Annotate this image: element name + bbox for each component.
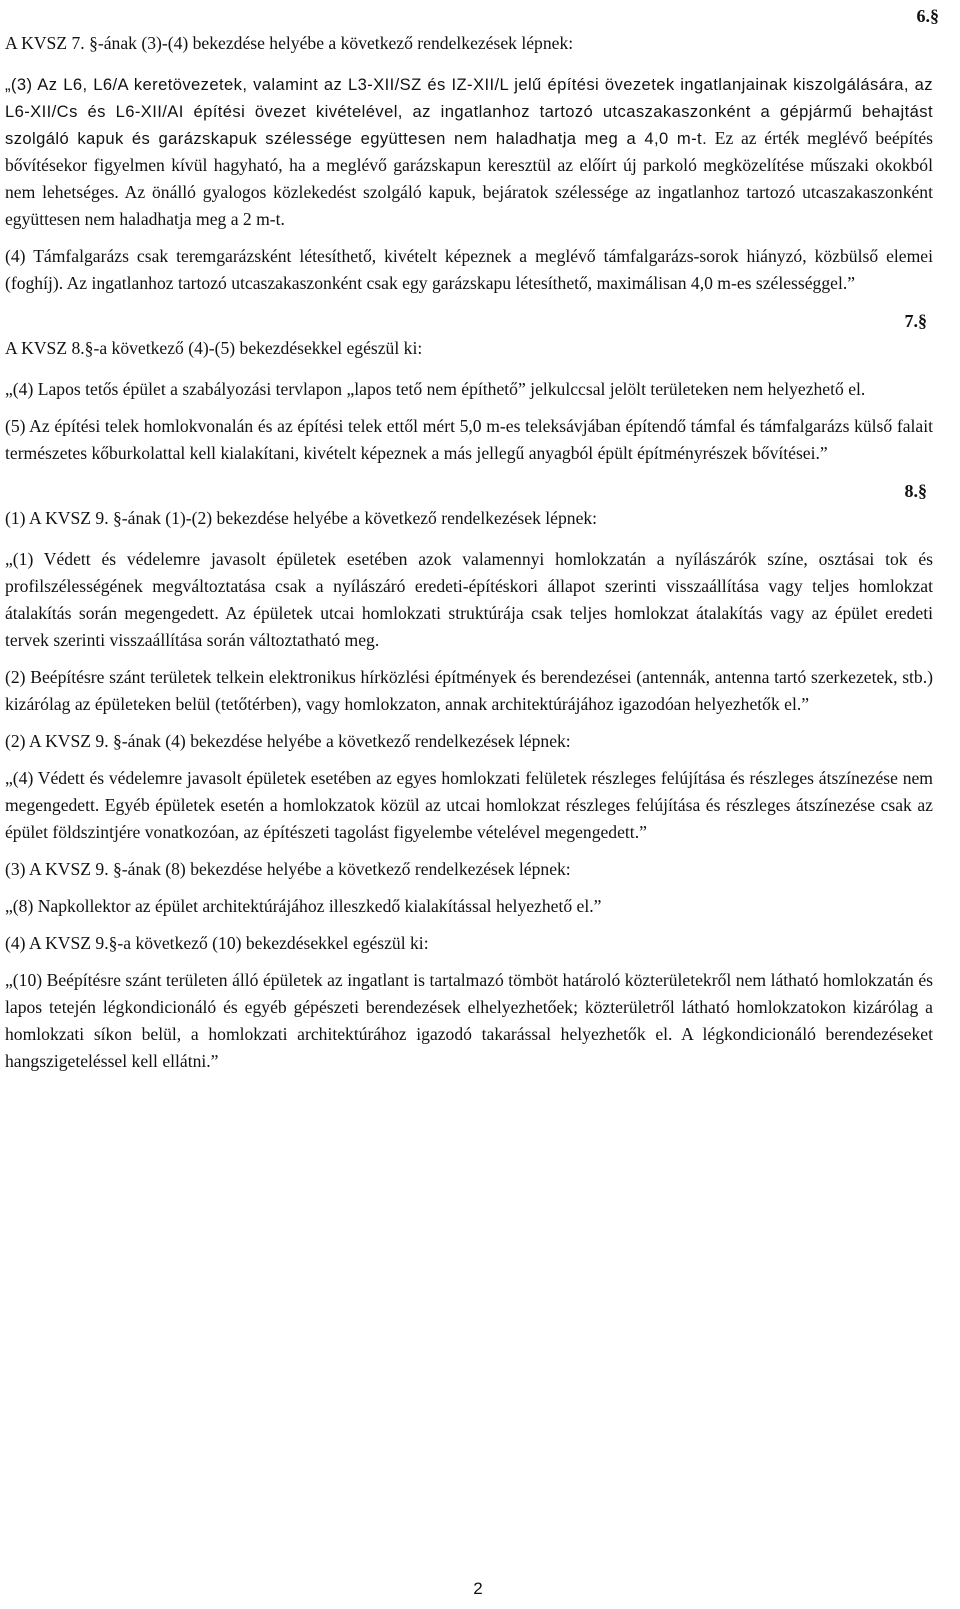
page-number-text: 2 (473, 1579, 483, 1598)
paragraph-9-8: „(8) Napkollektor az épület architektúrájához illeszkedő kialakítással helyezhető el.” (5, 896, 602, 916)
paragraph-9-10: „(10) Beépítésre szánt területen álló épületek az ingatlant is tartalmazó tömböt határoló közterületekről nem látható homlokzatán és lapos tetején légkondicionáló és egyéb gépészeti berendezések elhelyezhetőek; közterületről látható homlokzatokon kizárólag a homlokzati síkon belül, a homlokzati architektúrához igazodó takarással helyezhetők el. A légkondicionáló berendezéseket hangszigeteléssel kell ellátni.” (5, 970, 933, 1071)
section-7-intro: A KVSZ 8.§-a következő (4)-(5) bekezdésekkel egészül ki: (5, 338, 423, 358)
paragraph-7-3-serif-part: Ez az érték meglévő beépítés bővítésekor figyelmen kívül hagyható, ha a meglévő garázskapun keresztül az előírt új parkoló megközelítése műszaki okokból nem lehetséges. Az önálló gyalogos közlekedést szolgáló kapuk, bejáratok szélessége az ingatlanhoz tartozó utcaszakaszonként együttesen nem haladhatja meg a 2 m-t. (5, 128, 933, 229)
paragraph-8-5: (5) Az építési telek homlokvonalán és az építési telek ettől mért 5,0 m-es teleksávjában építendő támfal és támfalgarázs külső falait természetes kőburkolattal kell kialakítani, kivételt képeznek a más jellegű anyagból épült építményrészek bővítései.” (5, 416, 933, 463)
section-8-2-intro: (2) A KVSZ 9. §-ának (4) bekezdése helyébe a következő rendelkezések lépnek: (5, 731, 571, 751)
section-heading-8: 8.§ (904, 481, 927, 501)
paragraph-7-3 (5, 71, 933, 233)
section-heading-6: 6.§ (916, 6, 939, 26)
section-8-4-intro: (4) A KVSZ 9.§-a következő (10) bekezdésekkel egészül ki: (5, 933, 429, 953)
paragraph-9-2: (2) Beépítésre szánt területek telkein elektronikus hírközlési építmények és berendezései (antennák, antenna tartó szerkezetek, stb.) kizárólag az épületeken belül (tetőtérben), vagy homlokzaton, annak architektúrájához igazodóan helyezhetők el.” (5, 667, 933, 714)
paragraph-7-3-sans-part: „(3) Az L6, L6/A keretövezetek, valamint az L3-XII/SZ és IZ-XII/L jelű építési övezetek ingatlanjainak kiszolgálására, az L6-XII/Cs és L6-XII/AI építési övezet kivételével, az ingatlanhoz tartozó utcaszakaszonként a gépjármű behajtást szolgáló kapuk és garázskapuk szélessége együttesen nem haladhatja meg a 4,0 m-t. (5, 75, 933, 148)
paragraph-7-4: (4) Támfalgarázs csak teremgarázsként létesíthető, kivételt képeznek a meglévő támfalgarázs-sorok hiányzó, közbülső elemei (foghíj). Az ingatlanhoz tartozó utcaszakaszonként csak egy garázskapu létesíthető, maximálisan 4,0 m-es szélességgel.” (5, 246, 933, 293)
section-heading-7: 7.§ (904, 311, 927, 331)
section-6-intro: A KVSZ 7. §-ának (3)-(4) bekezdése helyébe a következő rendelkezések lépnek: (5, 33, 574, 53)
paragraph-9-4: „(4) Védett és védelemre javasolt épületek esetében az egyes homlokzati felületek részleges felújítása és részleges átszínezése nem megengedett. Egyéb épületek esetén a homlokzatok közül az utcai homlokzat részleges felújítása és részleges átszínezése csak az épület földszintjére vonatkozóan, az építészeti tagolást figyelembe vételével megengedett.” (5, 768, 933, 842)
document-page (5, 0, 939, 1085)
paragraph-8-4: „(4) Lapos tetős épület a szabályozási tervlapon „lapos tető nem építhető” jelkulccsal jelölt területeken nem helyezhető el. (5, 379, 866, 399)
section-8-3-intro: (3) A KVSZ 9. §-ának (8) bekezdése helyébe a következő rendelkezések lépnek: (5, 859, 571, 879)
paragraph-9-1: „(1) Védett és védelemre javasolt épületek esetében azok valamennyi homlokzatán a nyílászárók színe, osztásai tok és profilszélességének megváltoztatása csak a nyílászáró eredeti-építéskori állapot szerinti visszaállítása vagy teljes homlokzat átalakítás során megengedett. Az épületek utcai homlokzati struktúrája csak teljes homlokzat átalakítás vagy az épület eredeti tervek szerinti visszaállítása során változtatható meg. (5, 549, 933, 650)
page-number (0, 1578, 960, 1600)
section-8-1-intro: (1) A KVSZ 9. §-ának (1)-(2) bekezdése helyébe a következő rendelkezések lépnek: (5, 508, 598, 528)
